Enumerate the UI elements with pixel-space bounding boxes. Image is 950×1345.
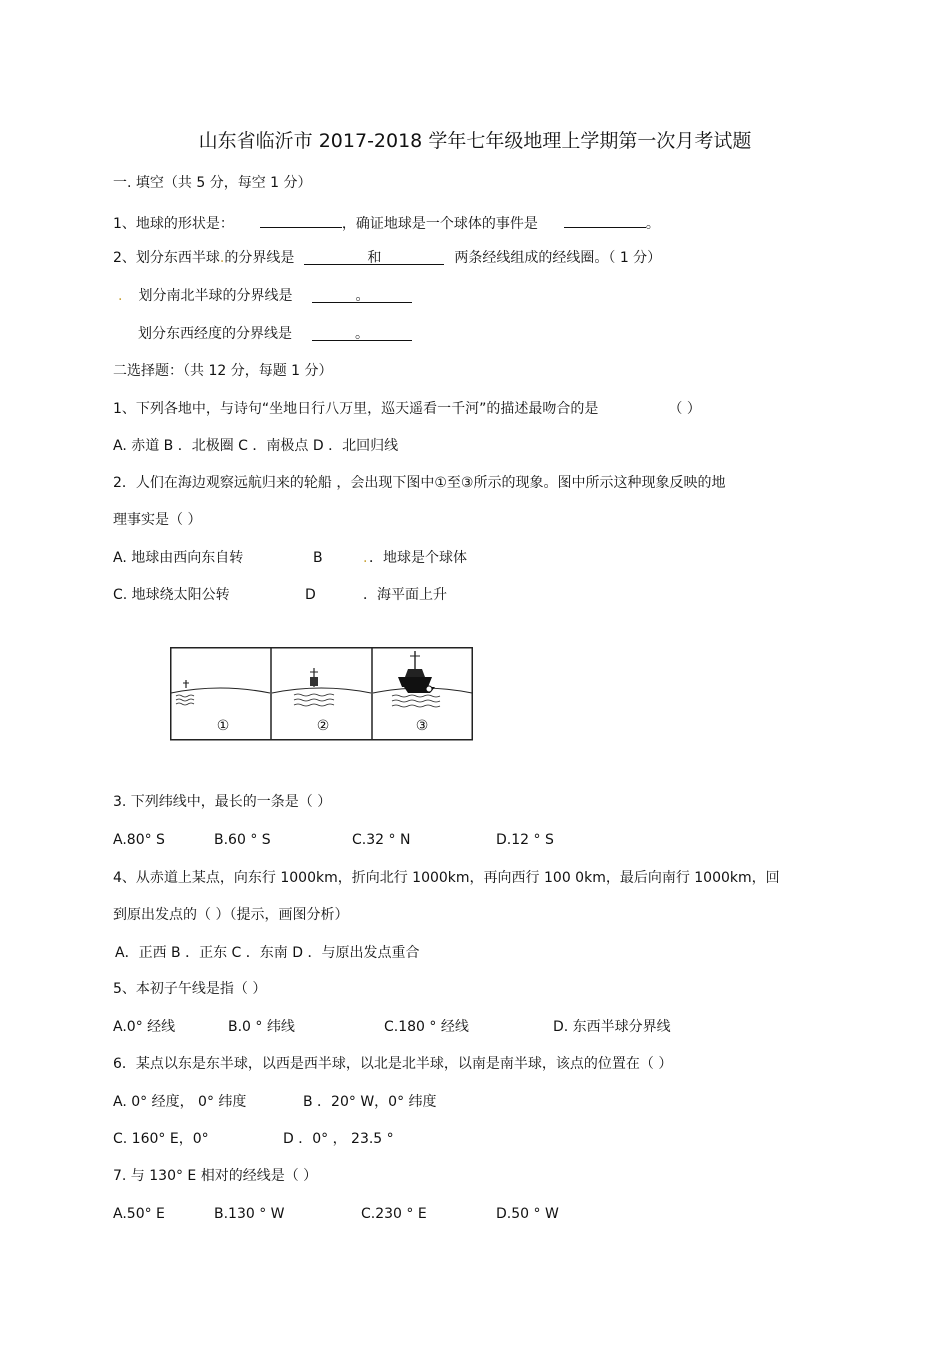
q2c-end: 。	[355, 326, 369, 342]
cq4-stem: 4、从赤道上某点，向东行 1000km，折向北行 1000km，再向西行 100 0km，最后向南行 1000km，回	[113, 870, 780, 886]
ship-mast-icon	[310, 668, 318, 687]
ship-icon	[398, 651, 435, 693]
panel-2	[272, 668, 371, 734]
section1-heading: 一. 填空（共 5 分，每空 1 分）	[113, 175, 312, 191]
cq1-options: A. 赤道 B ．北极圈 C ．南极点 D ．北回归线	[113, 438, 399, 454]
q2b-blank[interactable]	[312, 287, 412, 303]
cq3-stem: 3. 下列纬线中，最长的一条是（ ）	[113, 794, 332, 810]
q1-blank-2[interactable]	[564, 212, 646, 228]
fill-question-2c	[138, 325, 412, 343]
cq2-stem-2: 理事实是（ ）	[113, 512, 202, 528]
cq6-option-d: D ．0° ， 23.5 °	[283, 1131, 394, 1147]
cq4-stem-2: 到原出发点的（ ）（提示，画图分析）	[113, 907, 349, 923]
cq2-option-b-text: ．地球是个球体	[369, 550, 467, 566]
fill-question-1	[113, 212, 660, 233]
cq3-option-b: B.60 ° S	[214, 832, 271, 848]
mast-tip-icon	[183, 680, 189, 688]
cq7-option-b: B.130 ° W	[214, 1206, 285, 1222]
ship-approach-figure	[170, 647, 473, 742]
panel-3	[373, 651, 472, 734]
panel-label-1: ①	[216, 718, 230, 734]
cq3-option-d: D.12 ° S	[496, 832, 554, 848]
cq6-stem: 6．某点以东是东半球，以西是西半球，以北是北半球，以南是南半球，该点的位置在（ ）	[113, 1056, 673, 1072]
cq3-option-c: C.32 ° N	[352, 832, 411, 848]
q2b-text: 划分南北半球的分界线是	[138, 288, 293, 304]
cq2-stem: 2．人们在海边观察远航归来的轮船 ，会出现下图中①至③所示的现象。图中所示这种现象反映的地	[113, 475, 726, 491]
cq6-option-a: A. 0° 经度， 0° 纬度	[113, 1094, 247, 1110]
q2-blank[interactable]	[304, 249, 444, 265]
cq2-option-d-text: ．海平面上升	[363, 587, 447, 603]
cq6-option-b: B ．20° W，0° 纬度	[303, 1094, 437, 1110]
q1-text-a: 1、地球的形状是：	[113, 216, 234, 232]
cq5-option-d: D. 东西半球分界线	[553, 1019, 671, 1035]
cq5-option-a: A.0° 经线	[113, 1019, 176, 1035]
cq2-option-b-label: B	[313, 550, 323, 566]
section2-heading: 二选择题：（共 12 分，每题 1 分）	[113, 363, 333, 379]
q2c-text: 划分东西经度的分界线是	[138, 326, 292, 342]
cq5-option-b: B.0 ° 纬线	[228, 1019, 295, 1035]
q2-text-c: 两条经线组成的经线圈。（ 1 分）	[454, 250, 662, 266]
cq6-option-c: C. 160° E，0°	[113, 1131, 209, 1147]
panel-1	[171, 680, 270, 734]
cq7-option-d: D.50 ° W	[496, 1206, 559, 1222]
q1-blank-1[interactable]	[260, 212, 342, 228]
cq1-stem: 1、下列各地中，与诗句“坐地日行八万里，巡天遥看一千河”的描述最吻合的是	[113, 401, 599, 417]
q2c-blank[interactable]	[312, 325, 412, 341]
choice-question-1	[113, 400, 701, 418]
cq2-option-c: C. 地球绕太阳公转	[113, 587, 230, 603]
q2-text-b: 的分界线是	[224, 250, 295, 266]
cq1-paren: （ ）	[668, 401, 701, 417]
panel-label-3: ③	[415, 718, 429, 734]
cq2-option-a: A. 地球由西向东自转	[113, 550, 244, 566]
fill-question-2: 2、划分东西半球.的分界线是 和 两条经线组成的经线圈。（ 1 分）	[113, 250, 662, 266]
cq7-option-c: C.230 ° E	[361, 1206, 427, 1222]
cq5-option-c: C.180 ° 经线	[384, 1019, 469, 1035]
q1-text-b: ，确证地球是一个球体的事件是	[341, 216, 538, 232]
cq7-option-a: A.50° E	[113, 1206, 165, 1222]
panel-label-2: ②	[316, 718, 330, 734]
q1-end: 。	[645, 216, 660, 232]
cq3-option-a: A.80° S	[113, 832, 165, 848]
cq4-options: A．正西 B ．正东 C ．东南 D ．与原出发点重合	[115, 945, 420, 961]
cq5-stem: 5、本初子午线是指（ ）	[113, 981, 267, 997]
fill-question-2b: . 划分南北半球的分界线是 。	[118, 287, 412, 305]
page-title: 山东省临沂市 2017-2018 学年七年级地理上学期第一次月考试题	[198, 130, 752, 152]
q2b-end: 。	[355, 288, 370, 304]
cq2-option-b-dot: .	[363, 550, 368, 566]
q2-text-a: 2、划分东西半球	[113, 250, 220, 266]
cq7-stem: 7. 与 130° E 相对的经线是（ ）	[113, 1168, 318, 1184]
q2-blank-text: 和	[367, 250, 382, 266]
cq2-option-d-label: D	[305, 587, 316, 603]
